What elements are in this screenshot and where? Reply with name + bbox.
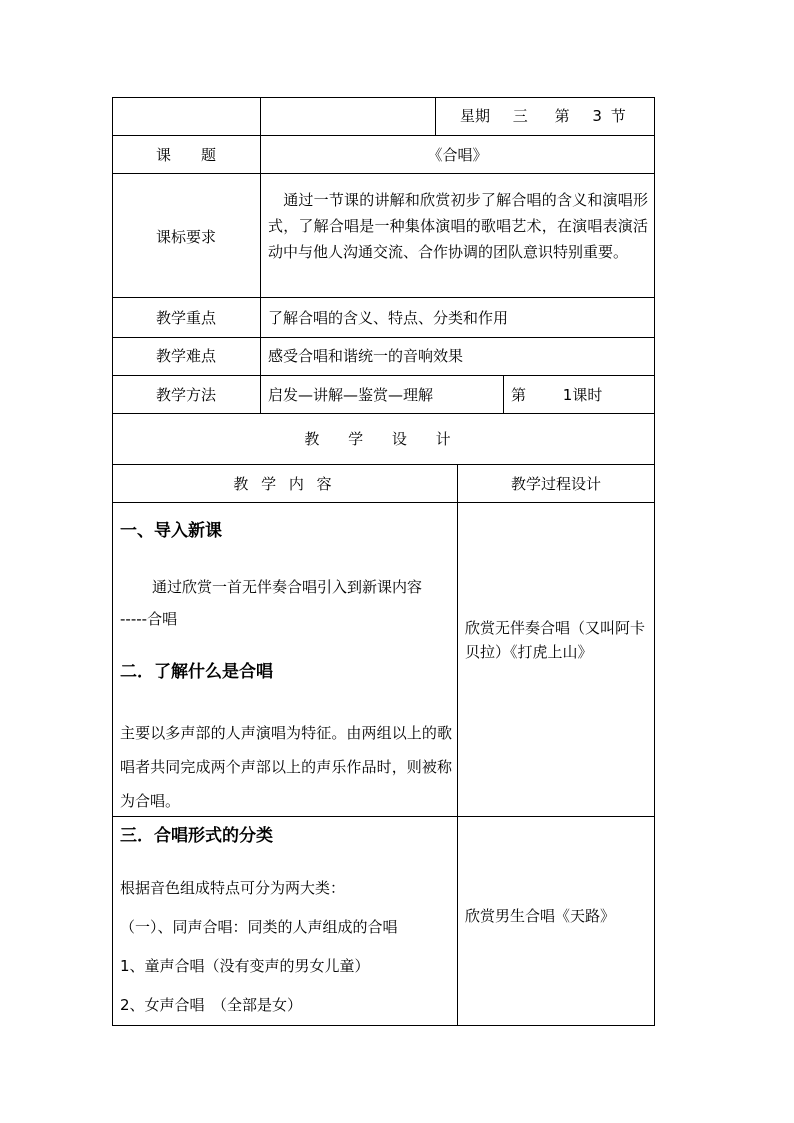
methods-value: 启发—讲解—鉴赏—理解	[268, 386, 434, 404]
requirements-label: 课标要求	[155, 228, 216, 246]
forms-line-4: 2、女声合唱 （全部是女）	[120, 996, 303, 1014]
heading-chorus-forms: 三．合唱形式的分类	[120, 826, 273, 846]
row-divider	[112, 135, 655, 136]
column-divider	[457, 464, 458, 1026]
row-divider	[112, 502, 655, 503]
key-points-value: 了解合唱的含义、特点、分类和作用	[268, 309, 509, 327]
forms-line-1: 根据音色组成特点可分为两大类：	[120, 879, 346, 897]
forms-line-3: 1、童声合唱（没有变声的男女儿童）	[120, 957, 370, 975]
weekday-period	[460, 106, 626, 126]
lesson-value: 1课时	[562, 386, 603, 404]
requirements-text: 通过一节课的讲解和欣赏初步了解合唱的含义和演唱形式，了解合唱是一种集体演唱的歌唱艺术，在演唱表演活动中与他人沟通交流、合作协调的团队意识特别重要。	[268, 191, 648, 261]
column-divider	[435, 97, 436, 135]
period-value: 3	[592, 107, 602, 125]
row-divider	[112, 375, 655, 376]
difficulties-value: 感受合唱和谐统一的音响效果	[268, 347, 464, 365]
difficulties-label: 教学难点	[155, 347, 216, 365]
column-divider	[503, 375, 504, 413]
heading-what-is-chorus: 二．了解什么是合唱	[120, 662, 273, 682]
weekday-value: 三	[512, 107, 528, 125]
lesson-count	[511, 385, 602, 405]
topic-label: 课 题	[155, 146, 216, 164]
row-divider	[112, 464, 655, 465]
period-suffix: 节	[610, 107, 626, 125]
lesson-prefix: 第	[511, 386, 527, 404]
methods-label: 教学方法	[155, 386, 216, 404]
key-points-label: 教学重点	[155, 309, 216, 327]
process-text-1: 欣赏无伴奏合唱（又叫阿卡贝拉）《打虎上山》	[465, 619, 646, 661]
row-divider	[112, 297, 655, 298]
intro-line-2: -----合唱	[120, 610, 178, 628]
design-title: 教 学 设 计	[304, 430, 463, 448]
forms-line-2: （一）、同声合唱：同类的人声组成的合唱	[120, 918, 398, 936]
row-divider	[112, 173, 655, 174]
chorus-definition: 主要以多声部的人声演唱为特征。由两组以上的歌唱者共同完成两个声部以上的声乐作品时，则被称为合唱。	[120, 724, 452, 810]
row-divider	[112, 337, 655, 338]
heading-intro: 一、导入新课	[120, 521, 222, 541]
row-divider	[112, 413, 655, 414]
column-header-content: 教 学 内 容	[233, 475, 336, 493]
period-prefix: 第	[554, 107, 570, 125]
process-text-2: 欣赏男生合唱《天路》	[465, 907, 616, 925]
intro-line-1: 通过欣赏一首无伴奏合唱引入到新课内容	[152, 578, 423, 596]
topic-value: 《合唱》	[427, 146, 488, 164]
column-header-process: 教学过程设计	[510, 475, 601, 493]
weekday-label: 星期	[460, 107, 491, 125]
